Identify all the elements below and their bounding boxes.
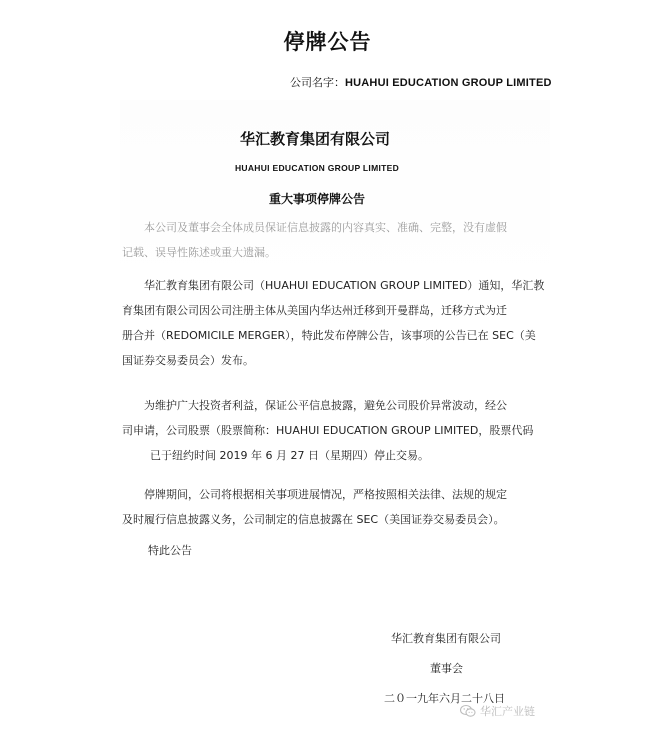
company-name-line (290, 74, 552, 90)
paragraph-1 (122, 215, 514, 265)
paragraph-line: 册合并（REDOMICILE MERGER），特此发布停牌公告，该事项的公告已在 SEC（美 (122, 329, 536, 342)
watermark-text: 华汇产业链 (480, 705, 535, 718)
paragraph-line: 育集团有限公司因公司注册主体从美国内华达州迁移到开曼群岛，迁移方式为迁 (122, 304, 507, 317)
paragraph-4 (122, 482, 514, 532)
watermark (460, 703, 535, 719)
paragraph-line: 已于纽约时间 2019 年 6 月 27 日（星期四）停止交易。 (150, 449, 429, 462)
closing-text: 特此公告 (148, 544, 192, 557)
paragraph-line: 记载、误导性陈述或重大遗漏。 (122, 246, 276, 259)
wechat-icon (460, 704, 476, 718)
signature-board: 董事会 (430, 662, 463, 675)
signature-date: 二０一九年六月二十八日 (384, 692, 505, 705)
paragraph-line: 国证券交易委员会）发布。 (122, 354, 254, 367)
document-heading-en: HUAHUI EDUCATION GROUP LIMITED (234, 163, 400, 173)
paragraph-line: 华汇教育集团有限公司（HUAHUI EDUCATION GROUP LIMITED）通知，华汇教 (144, 279, 545, 292)
paragraph-2 (122, 273, 545, 373)
paragraph-line: 及时履行信息披露义务，公司制定的信息披露在 SEC（美国证券交易委员会）。 (122, 513, 505, 526)
closing-line (122, 538, 514, 563)
paragraph-line: 本公司及董事会全体成员保证信息披露的内容真实、准确、完整，没有虚假 (144, 221, 507, 234)
page-title: 停牌公告 (283, 30, 372, 54)
paragraph-3 (122, 393, 534, 468)
document-heading-cn: 华汇教育集团有限公司 (239, 130, 390, 148)
paragraph-line: 停牌期间，公司将根据相关事项进展情况，严格按照相关法律、法规的规定 (144, 488, 507, 501)
paragraph-line: 司申请，公司股票（股票简称：HUAHUI EDUCATION GROUP LIMITED，股票代码 (122, 424, 534, 437)
paragraph-line: 为维护广大投资者利益，保证公平信息披露，避免公司股价异常波动，经公 (144, 399, 507, 412)
document-subtitle: 重大事项停牌公告 (268, 192, 365, 206)
company-name: HUAHUI EDUCATION GROUP LIMITED (345, 77, 552, 89)
signature-company: 华汇教育集团有限公司 (391, 632, 501, 645)
company-label: 公司名字： (290, 76, 345, 89)
